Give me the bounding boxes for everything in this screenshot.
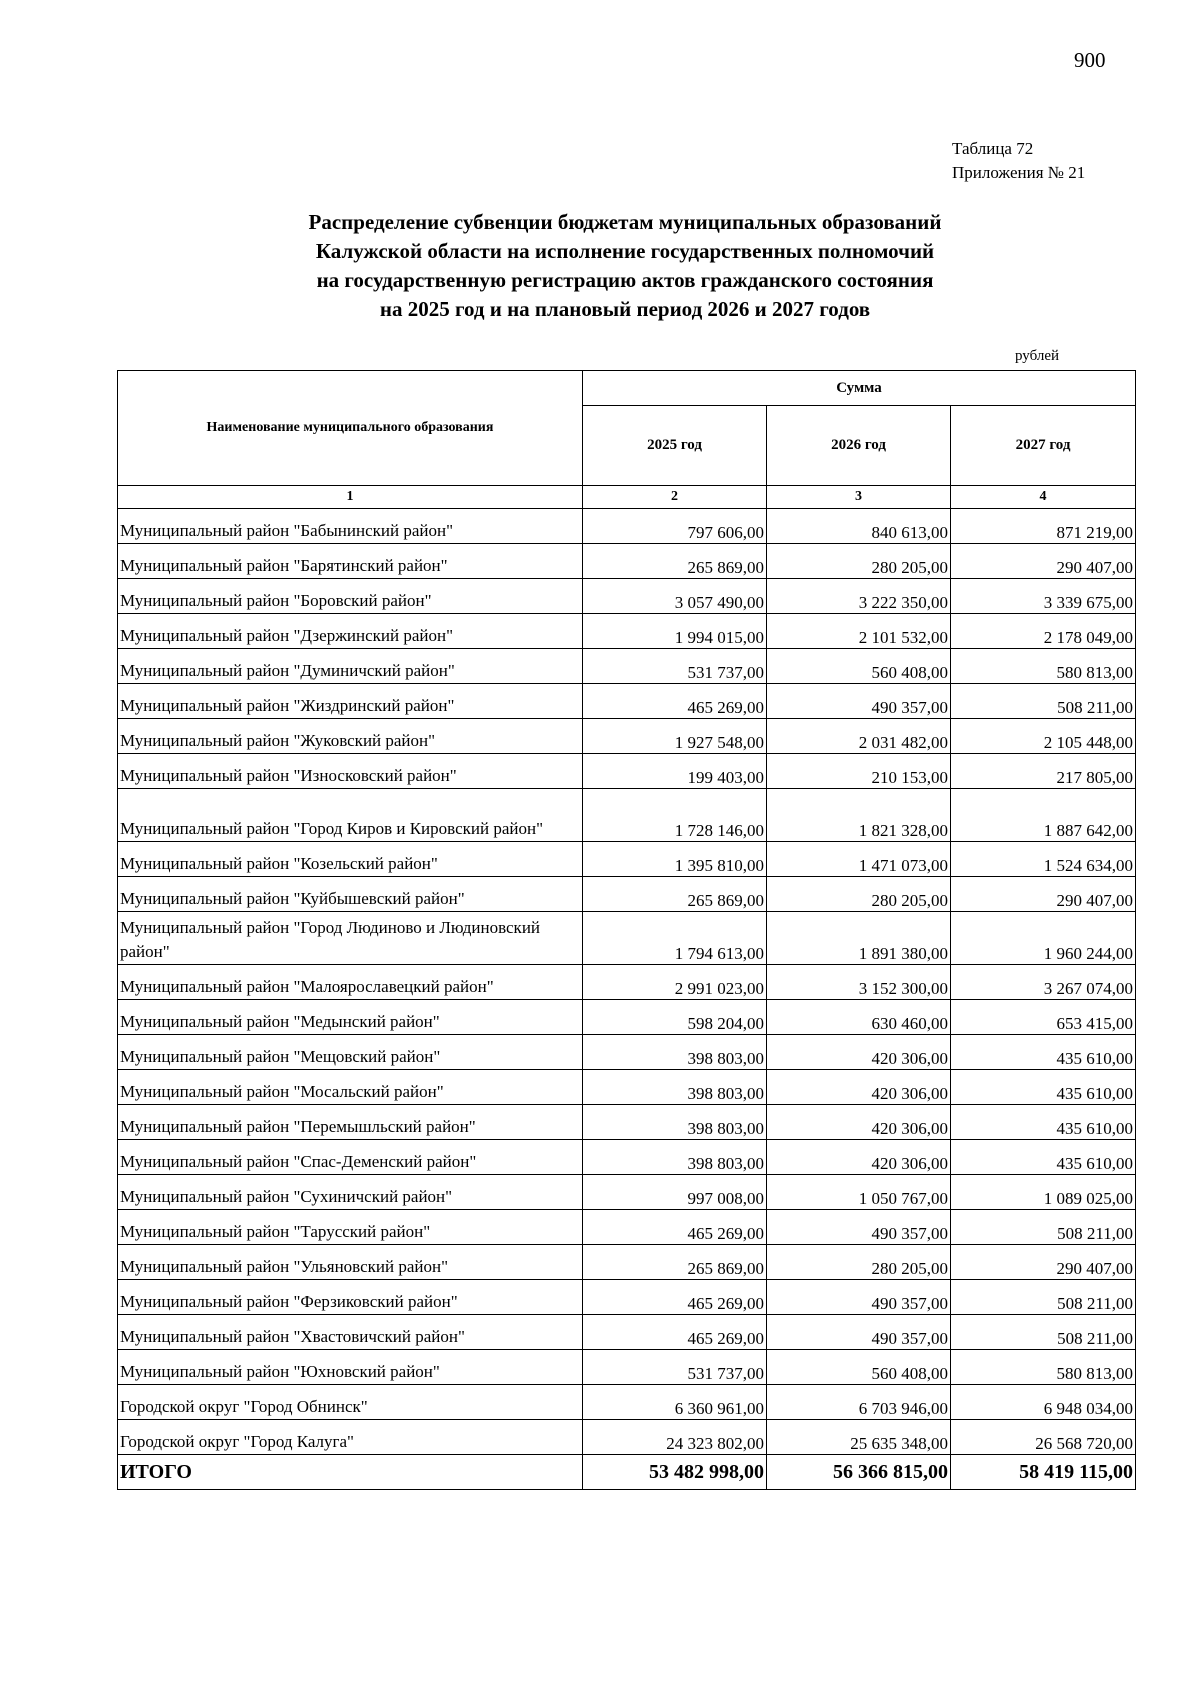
amount-2025: 1 794 613,00 bbox=[583, 912, 767, 965]
amount-2027: 435 610,00 bbox=[951, 1140, 1136, 1175]
table-row bbox=[118, 1315, 1136, 1350]
municipality-name: Муниципальный район "Бабынинский район" bbox=[118, 509, 583, 544]
municipality-name: Муниципальный район "Тарусский район" bbox=[118, 1210, 583, 1245]
table-row bbox=[118, 1385, 1136, 1420]
amount-2026: 25 635 348,00 bbox=[767, 1420, 951, 1455]
amount-2027: 653 415,00 bbox=[951, 1000, 1136, 1035]
amount-2025: 199 403,00 bbox=[583, 754, 767, 789]
amount-2025: 1 927 548,00 bbox=[583, 719, 767, 754]
amount-2026: 630 460,00 bbox=[767, 1000, 951, 1035]
amount-2027: 2 105 448,00 bbox=[951, 719, 1136, 754]
table-row bbox=[118, 684, 1136, 719]
municipality-name: Муниципальный район "Спас-Деменский район" bbox=[118, 1140, 583, 1175]
unit-label: рублей bbox=[1015, 348, 1060, 364]
municipality-name: Муниципальный район "Хвастовичский район" bbox=[118, 1315, 583, 1350]
header-year-2027: 2027 год bbox=[951, 406, 1136, 486]
total-2025: 53 482 998,00 bbox=[583, 1455, 767, 1490]
amount-2026: 2 101 532,00 bbox=[767, 614, 951, 649]
amount-2027: 508 211,00 bbox=[951, 684, 1136, 719]
amount-2025: 1 395 810,00 bbox=[583, 842, 767, 877]
amount-2025: 398 803,00 bbox=[583, 1070, 767, 1105]
amount-2027: 435 610,00 bbox=[951, 1035, 1136, 1070]
table-row bbox=[118, 965, 1136, 1000]
municipality-name: Муниципальный район "Боровский район" bbox=[118, 579, 583, 614]
table-row bbox=[118, 579, 1136, 614]
municipality-name: Муниципальный район "Ферзиковский район" bbox=[118, 1280, 583, 1315]
amount-2026: 3 152 300,00 bbox=[767, 965, 951, 1000]
amount-2027: 1 960 244,00 bbox=[951, 912, 1136, 965]
amount-2025: 1 994 015,00 bbox=[583, 614, 767, 649]
table-row bbox=[118, 1245, 1136, 1280]
amount-2025: 398 803,00 bbox=[583, 1140, 767, 1175]
amount-2027: 6 948 034,00 bbox=[951, 1385, 1136, 1420]
amount-2027: 26 568 720,00 bbox=[951, 1420, 1136, 1455]
municipality-name: Муниципальный район "Жуковский район" bbox=[118, 719, 583, 754]
amount-2027: 871 219,00 bbox=[951, 509, 1136, 544]
title-line: Калужской области на исполнение государственных полномочий bbox=[315, 239, 935, 263]
amount-2027: 2 178 049,00 bbox=[951, 614, 1136, 649]
amount-2027: 3 267 074,00 bbox=[951, 965, 1136, 1000]
amount-2027: 1 089 025,00 bbox=[951, 1175, 1136, 1210]
amount-2026: 490 357,00 bbox=[767, 1210, 951, 1245]
amount-2026: 840 613,00 bbox=[767, 509, 951, 544]
amount-2026: 420 306,00 bbox=[767, 1140, 951, 1175]
table-row bbox=[118, 1070, 1136, 1105]
header-municipality: Наименование муниципального образования bbox=[118, 371, 583, 486]
document-title bbox=[0, 208, 1200, 324]
table-row bbox=[118, 1140, 1136, 1175]
amount-2026: 280 205,00 bbox=[767, 877, 951, 912]
amount-2026: 210 153,00 bbox=[767, 754, 951, 789]
municipality-name: Муниципальный район "Мосальский район" bbox=[118, 1070, 583, 1105]
amount-2025: 465 269,00 bbox=[583, 1210, 767, 1245]
municipality-name: Муниципальный район "Куйбышевский район" bbox=[118, 877, 583, 912]
amount-2025: 465 269,00 bbox=[583, 1315, 767, 1350]
amount-2025: 2 991 023,00 bbox=[583, 965, 767, 1000]
table-row bbox=[118, 1000, 1136, 1035]
header-year-2025: 2025 год bbox=[583, 406, 767, 486]
title-line: Распределение субвенции бюджетам муниципальных образований bbox=[308, 210, 942, 234]
amount-2027: 435 610,00 bbox=[951, 1105, 1136, 1140]
municipality-name: Муниципальный район "Город Киров и Кировский район" bbox=[118, 789, 583, 842]
amount-2026: 420 306,00 bbox=[767, 1035, 951, 1070]
amount-2025: 24 323 802,00 bbox=[583, 1420, 767, 1455]
amount-2025: 6 360 961,00 bbox=[583, 1385, 767, 1420]
amount-2027: 3 339 675,00 bbox=[951, 579, 1136, 614]
table-row bbox=[118, 877, 1136, 912]
total-2026: 56 366 815,00 bbox=[767, 1455, 951, 1490]
municipality-name: Муниципальный район "Барятинский район" bbox=[118, 544, 583, 579]
header-sum: Сумма bbox=[583, 371, 1136, 406]
table-row bbox=[118, 1420, 1136, 1455]
table-row bbox=[118, 842, 1136, 877]
table-row bbox=[118, 1175, 1136, 1210]
amount-2027: 290 407,00 bbox=[951, 1245, 1136, 1280]
title-line: на государственную регистрацию актов гражданского состояния bbox=[316, 268, 934, 292]
header-year-2026: 2026 год bbox=[767, 406, 951, 486]
appendix-label: Приложения № 21 bbox=[952, 163, 1086, 182]
column-number: 2 bbox=[583, 486, 767, 509]
amount-2026: 490 357,00 bbox=[767, 1280, 951, 1315]
total-label: ИТОГО bbox=[118, 1455, 583, 1490]
table-row bbox=[118, 1105, 1136, 1140]
amount-2025: 265 869,00 bbox=[583, 1245, 767, 1280]
municipality-name: Муниципальный район "Ульяновский район" bbox=[118, 1245, 583, 1280]
amount-2027: 580 813,00 bbox=[951, 1350, 1136, 1385]
municipality-name: Муниципальный район "Думиничский район" bbox=[118, 649, 583, 684]
subvention-table bbox=[117, 370, 1136, 1490]
municipality-name: Муниципальный район "Износковский район" bbox=[118, 754, 583, 789]
amount-2025: 398 803,00 bbox=[583, 1035, 767, 1070]
amount-2026: 560 408,00 bbox=[767, 1350, 951, 1385]
amount-2027: 290 407,00 bbox=[951, 544, 1136, 579]
municipality-name: Муниципальный район "Дзержинский район" bbox=[118, 614, 583, 649]
municipality-name: Муниципальный район "Город Людиново и Людиновский район" bbox=[118, 912, 583, 965]
municipality-name: Муниципальный район "Мещовский район" bbox=[118, 1035, 583, 1070]
amount-2026: 420 306,00 bbox=[767, 1105, 951, 1140]
amount-2025: 531 737,00 bbox=[583, 1350, 767, 1385]
table-row bbox=[118, 912, 1136, 965]
amount-2025: 465 269,00 bbox=[583, 1280, 767, 1315]
table-label: Таблица 72 bbox=[952, 139, 1034, 158]
amount-2027: 217 805,00 bbox=[951, 754, 1136, 789]
table-row bbox=[118, 1350, 1136, 1385]
amount-2027: 1 524 634,00 bbox=[951, 842, 1136, 877]
page-number: 900 bbox=[1074, 48, 1106, 72]
municipality-name: Муниципальный район "Сухиничский район" bbox=[118, 1175, 583, 1210]
table-row bbox=[118, 1210, 1136, 1245]
amount-2027: 580 813,00 bbox=[951, 649, 1136, 684]
amount-2025: 398 803,00 bbox=[583, 1105, 767, 1140]
total-2027: 58 419 115,00 bbox=[951, 1455, 1136, 1490]
amount-2026: 420 306,00 bbox=[767, 1070, 951, 1105]
municipality-name: Городской округ "Город Обнинск" bbox=[118, 1385, 583, 1420]
table-row bbox=[118, 719, 1136, 754]
table-row bbox=[118, 1035, 1136, 1070]
amount-2025: 1 728 146,00 bbox=[583, 789, 767, 842]
amount-2025: 531 737,00 bbox=[583, 649, 767, 684]
column-number: 4 bbox=[951, 486, 1136, 509]
column-number: 3 bbox=[767, 486, 951, 509]
total-row bbox=[118, 1455, 1136, 1490]
municipality-name: Муниципальный район "Юхновский район" bbox=[118, 1350, 583, 1385]
municipality-name: Муниципальный район "Жиздринский район" bbox=[118, 684, 583, 719]
table-row bbox=[118, 544, 1136, 579]
municipality-name: Городской округ "Город Калуга" bbox=[118, 1420, 583, 1455]
table-body bbox=[118, 509, 1136, 1455]
table-row bbox=[118, 614, 1136, 649]
amount-2026: 280 205,00 bbox=[767, 544, 951, 579]
amount-2027: 508 211,00 bbox=[951, 1315, 1136, 1350]
amount-2026: 560 408,00 bbox=[767, 649, 951, 684]
title-line: на 2025 год и на плановый период 2026 и 2027 годов bbox=[379, 297, 871, 321]
amount-2027: 508 211,00 bbox=[951, 1210, 1136, 1245]
amount-2026: 280 205,00 bbox=[767, 1245, 951, 1280]
municipality-name: Муниципальный район "Козельский район" bbox=[118, 842, 583, 877]
amount-2025: 797 606,00 bbox=[583, 509, 767, 544]
amount-2026: 490 357,00 bbox=[767, 684, 951, 719]
table-row bbox=[118, 789, 1136, 842]
table-row bbox=[118, 1280, 1136, 1315]
column-number: 1 bbox=[118, 486, 583, 509]
amount-2025: 465 269,00 bbox=[583, 684, 767, 719]
amount-2025: 3 057 490,00 bbox=[583, 579, 767, 614]
amount-2025: 598 204,00 bbox=[583, 1000, 767, 1035]
amount-2027: 290 407,00 bbox=[951, 877, 1136, 912]
amount-2025: 265 869,00 bbox=[583, 877, 767, 912]
municipality-name: Муниципальный район "Малоярославецкий район" bbox=[118, 965, 583, 1000]
amount-2026: 3 222 350,00 bbox=[767, 579, 951, 614]
amount-2026: 1 050 767,00 bbox=[767, 1175, 951, 1210]
amount-2026: 1 821 328,00 bbox=[767, 789, 951, 842]
amount-2026: 2 031 482,00 bbox=[767, 719, 951, 754]
amount-2027: 508 211,00 bbox=[951, 1280, 1136, 1315]
amount-2025: 265 869,00 bbox=[583, 544, 767, 579]
table-row bbox=[118, 649, 1136, 684]
municipality-name: Муниципальный район "Перемышльский район" bbox=[118, 1105, 583, 1140]
municipality-name: Муниципальный район "Медынский район" bbox=[118, 1000, 583, 1035]
amount-2027: 1 887 642,00 bbox=[951, 789, 1136, 842]
amount-2026: 490 357,00 bbox=[767, 1315, 951, 1350]
amount-2027: 435 610,00 bbox=[951, 1070, 1136, 1105]
table-reference bbox=[952, 137, 1085, 185]
amount-2025: 997 008,00 bbox=[583, 1175, 767, 1210]
amount-2026: 1 471 073,00 bbox=[767, 842, 951, 877]
table-row bbox=[118, 509, 1136, 544]
table-row bbox=[118, 754, 1136, 789]
amount-2026: 1 891 380,00 bbox=[767, 912, 951, 965]
amount-2026: 6 703 946,00 bbox=[767, 1385, 951, 1420]
